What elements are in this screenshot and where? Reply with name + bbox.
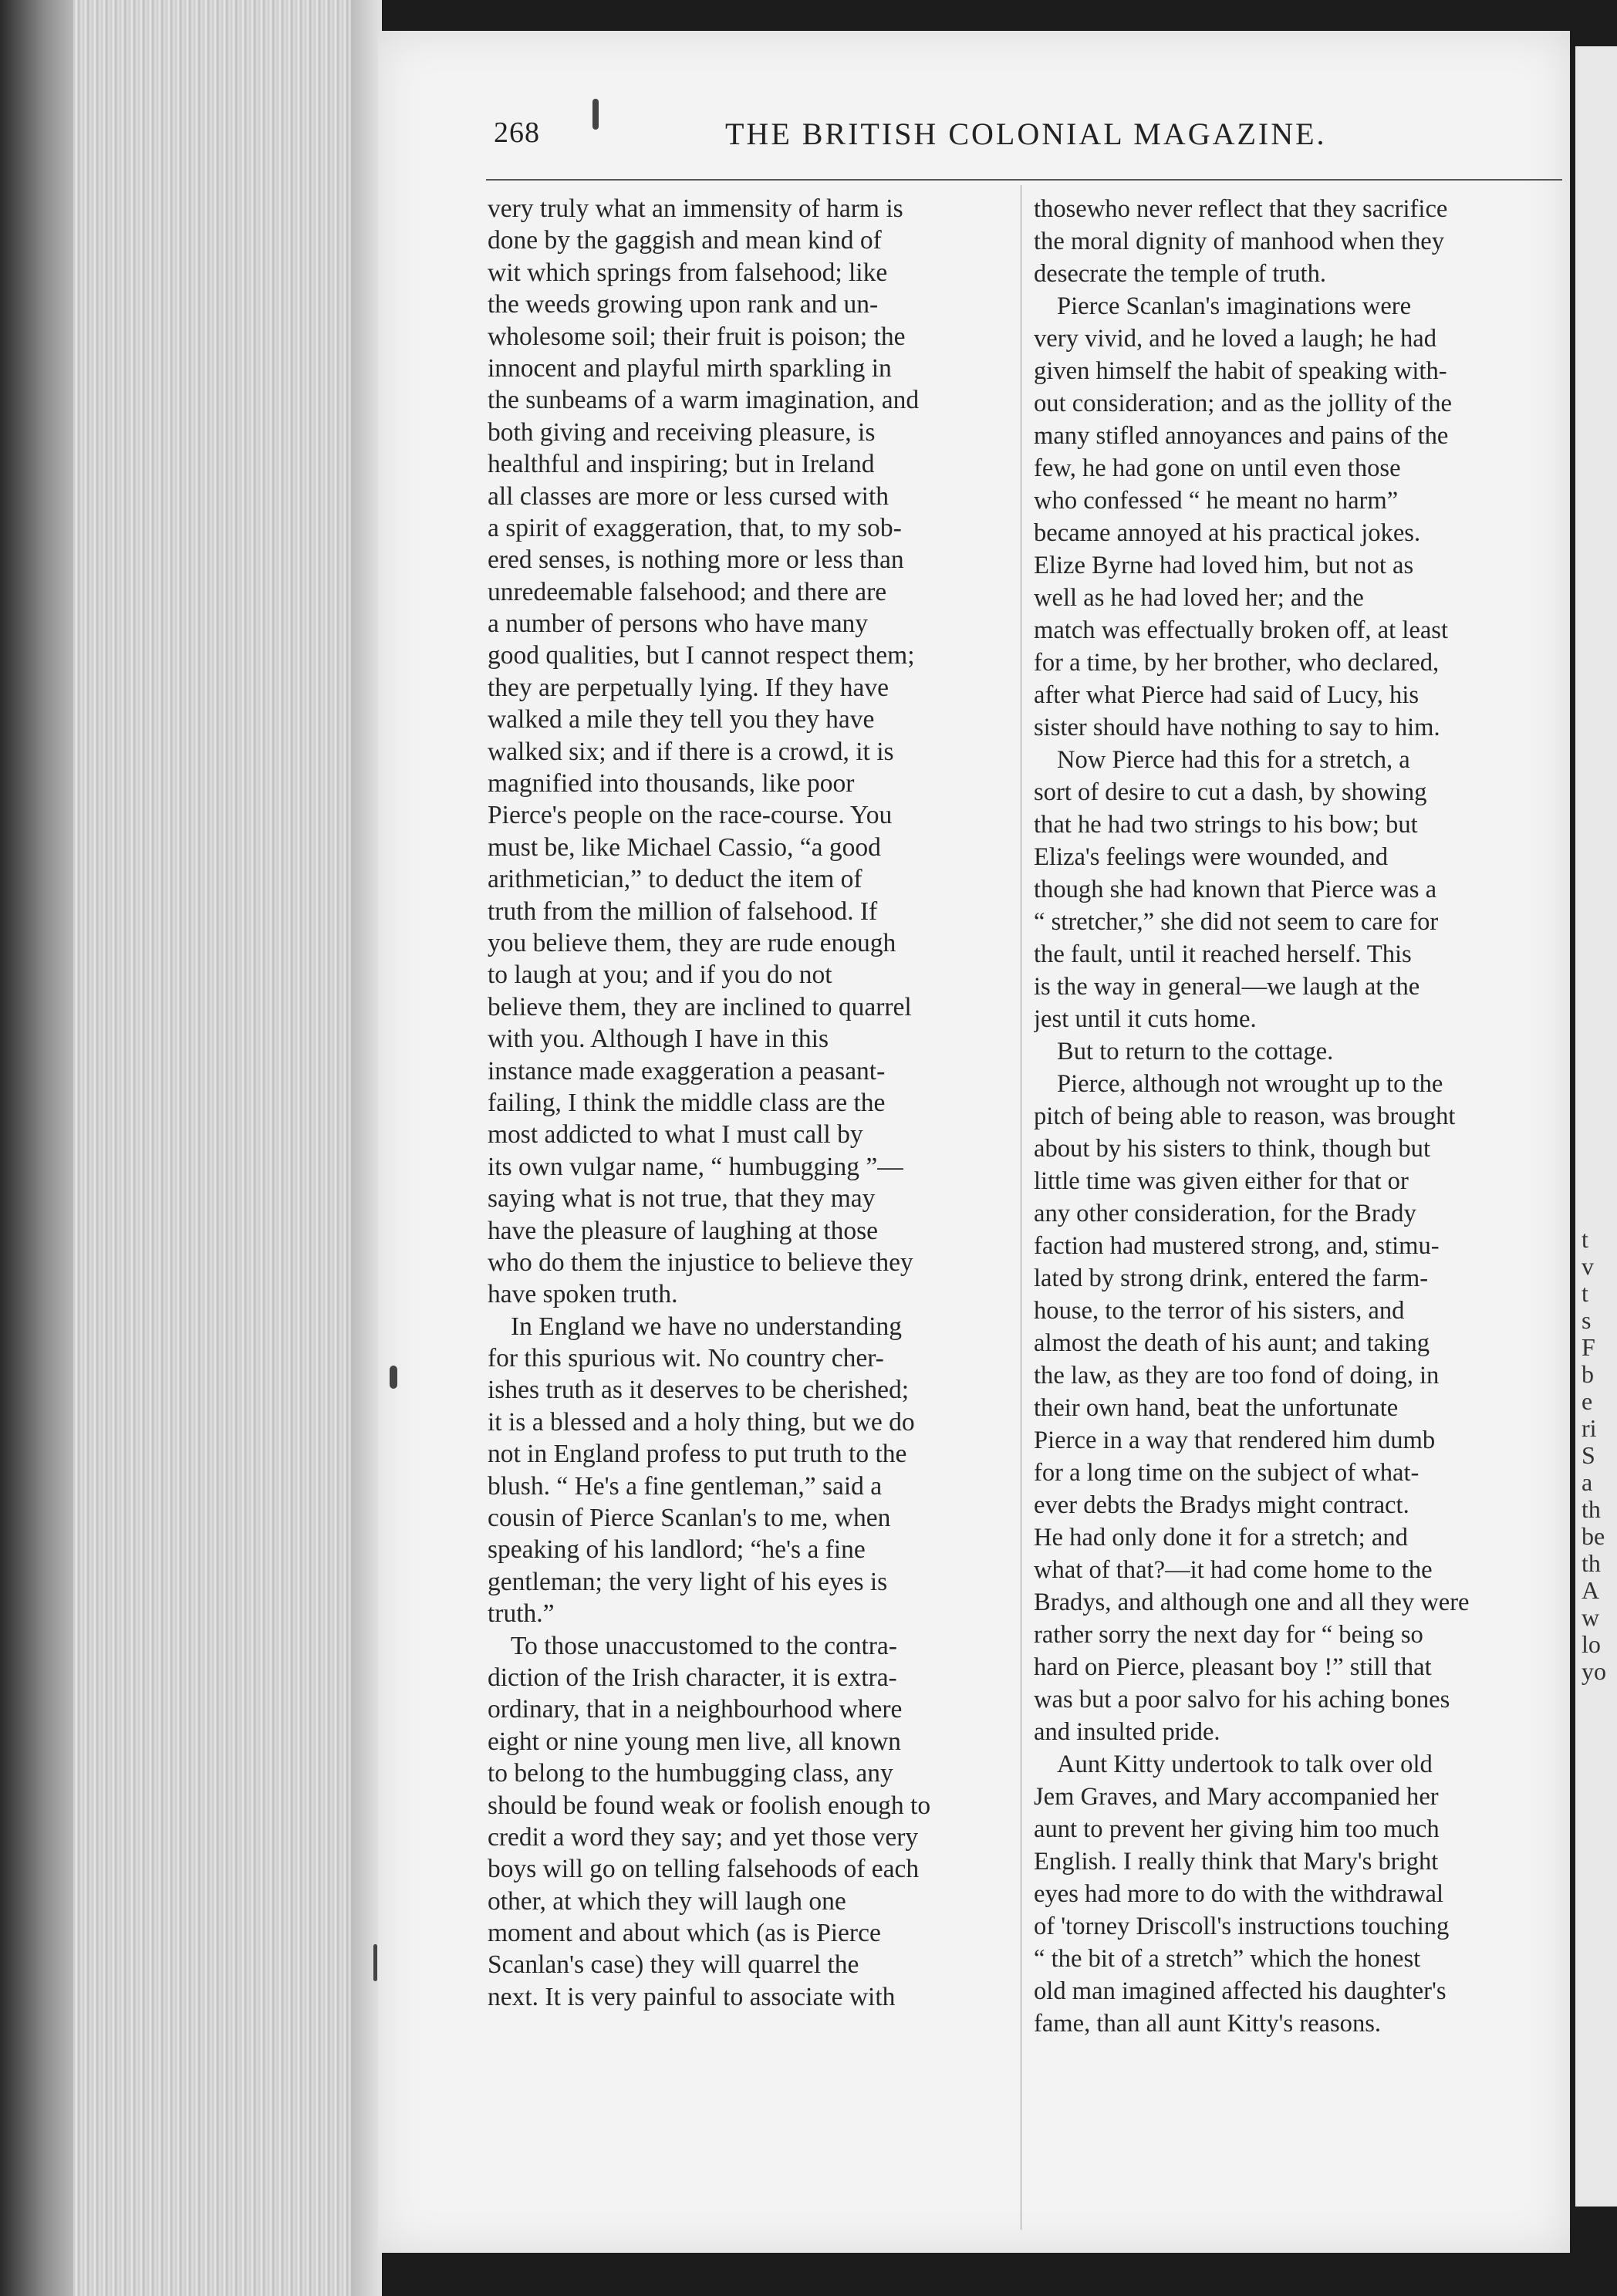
text-line: Pierce in a way that rendered him dumb: [1034, 1427, 1436, 1454]
text-line: Elize Byrne had loved him, but not as: [1034, 552, 1414, 579]
text-line: they are perpetually lying. If they have: [488, 673, 889, 702]
text-line: Scanlan's case) they will quarrel the: [488, 1950, 859, 1980]
text-line: all classes are more or less cursed with: [488, 481, 890, 511]
text-line: little time was given either for that or: [1034, 1167, 1409, 1195]
text-line: out consideration; and as the jollity of the: [1034, 390, 1452, 417]
text-line: to laugh at you; and if you do not: [488, 961, 832, 990]
next-page-edge: [1575, 46, 1617, 2207]
text-line: the law, as they are too fond of doing, in: [1034, 1362, 1440, 1389]
text-line: Bradys, and although one and all they were: [1034, 1589, 1470, 1616]
text-line: few, he had gone on until even those: [1034, 454, 1401, 482]
text-line: desecrate the temple of truth.: [1034, 260, 1327, 288]
text-line: match was effectually broken off, at least: [1034, 616, 1449, 644]
text-line: “ the bit of a stretch” which the honest: [1034, 1945, 1421, 1973]
next-page-fragment: e: [1582, 1387, 1593, 1415]
running-title: THE BRITISH COLONIAL MAGAZINE.: [725, 116, 1327, 151]
text-line: done by the gaggish and mean kind of: [488, 226, 882, 255]
page-number: 268: [494, 116, 540, 149]
text-line: is the way in general—we laugh at the: [1034, 973, 1420, 1001]
text-line: next. It is very painful to associate with: [488, 1982, 896, 2011]
text-line: innocent and playful mirth sparkling in: [488, 353, 892, 383]
text-line: aunt to prevent her giving him too much: [1034, 1815, 1440, 1843]
text-line: any other consideration, for the Brady: [1034, 1200, 1416, 1227]
text-line: cousin of Pierce Scanlan's to me, when: [488, 1504, 891, 1533]
text-line: Aunt Kitty undertook to talk over old: [1057, 1751, 1433, 1778]
text-line: wit which springs from falsehood; like: [488, 258, 888, 287]
text-line: Now Pierce had this for a stretch, a: [1057, 746, 1410, 774]
text-line: the moral dignity of manhood when they: [1034, 228, 1445, 255]
text-line: not in England profess to put truth to the: [488, 1440, 907, 1469]
text-line: old man imagined affected his daughter's: [1034, 1977, 1447, 2005]
text-line: wholesome soil; their fruit is poison; the: [488, 322, 906, 351]
next-page-fragment: be: [1582, 1522, 1605, 1550]
text-line: have the pleasure of laughing at those: [488, 1216, 879, 1245]
text-line: many stifled annoyances and pains of the: [1034, 422, 1449, 450]
text-line: To those unaccustomed to the contra-: [511, 1631, 897, 1660]
text-line: He had only done it for a stretch; and: [1034, 1524, 1408, 1551]
text-line: should be found weak or foolish enough to: [488, 1791, 931, 1820]
text-line: failing, I think the middle class are the: [488, 1088, 886, 1117]
text-line: gentleman; the very light of his eyes is: [488, 1567, 888, 1596]
ink-mark: [390, 1366, 397, 1389]
text-line: who confessed “ he meant no harm”: [1034, 487, 1399, 515]
text-line: English. I really think that Mary's bright: [1034, 1848, 1439, 1876]
next-page-fragment: t: [1582, 1279, 1588, 1307]
text-line: Eliza's feelings were wounded, and: [1034, 843, 1389, 871]
text-line: unredeemable falsehood; and there are: [488, 577, 887, 606]
text-line: faction had mustered strong, and, stimu-: [1034, 1232, 1440, 1260]
text-line: about by his sisters to think, though but: [1034, 1135, 1431, 1163]
next-page-fragment: F: [1582, 1333, 1595, 1361]
text-line: was but a poor salvo for his aching bones: [1034, 1686, 1450, 1714]
text-line: what of that?—it had come home to the: [1034, 1556, 1433, 1584]
text-line: Jem Graves, and Mary accompanied her: [1034, 1783, 1439, 1811]
text-line: believe them, they are inclined to quarrel: [488, 992, 912, 1021]
text-line: ordinary, that in a neighbourhood where: [488, 1695, 903, 1724]
text-line: have spoken truth.: [488, 1280, 678, 1309]
text-line: became annoyed at his practical jokes.: [1034, 519, 1421, 547]
text-line: the sunbeams of a warm imagination, and: [488, 386, 920, 415]
text-line: Pierce Scanlan's imaginations were: [1057, 292, 1412, 320]
text-line: house, to the terror of his sisters, and: [1034, 1297, 1405, 1325]
next-page-fragment: A: [1582, 1576, 1600, 1604]
text-line: that he had two strings to his bow; but: [1034, 811, 1418, 839]
text-line: ishes truth as it deserves to be cherished;: [488, 1376, 910, 1405]
text-line: walked six; and if there is a crowd, it is: [488, 737, 894, 766]
text-line: who do them the injustice to believe they: [488, 1248, 913, 1277]
text-line: a number of persons who have many: [488, 609, 869, 639]
text-line: rather sorry the next day for “ being so: [1034, 1621, 1423, 1649]
right-text-column: [1034, 193, 1572, 2040]
text-line: lated by strong drink, entered the farm-: [1034, 1264, 1429, 1292]
ink-mark: [373, 1944, 377, 1981]
text-line: sort of desire to cut a dash, by showing: [1034, 778, 1427, 806]
text-line: for a long time on the subject of what-: [1034, 1459, 1420, 1487]
text-line: arithmetician,” to deduct the item of: [488, 865, 863, 894]
text-line: Pierce, although not wrought up to the: [1057, 1070, 1443, 1098]
text-line: almost the death of his aunt; and taking: [1034, 1329, 1430, 1357]
text-line: to belong to the humbugging class, any: [488, 1759, 893, 1788]
next-page-fragment: a: [1582, 1468, 1593, 1496]
text-line: eight or nine young men live, all known: [488, 1727, 901, 1756]
text-line: pitch of being able to reason, was brought: [1034, 1102, 1456, 1130]
text-line: In England we have no understanding: [511, 1312, 903, 1341]
next-page-fragment: yo: [1582, 1657, 1606, 1685]
text-line: healthful and inspiring; but in Ireland: [488, 450, 875, 479]
text-line: both giving and receiving pleasure, is: [488, 417, 876, 447]
text-line: it is a blessed and a holy thing, but we do: [488, 1407, 915, 1437]
next-page-fragment: th: [1582, 1549, 1601, 1577]
text-line: saying what is not true, that they may: [488, 1184, 876, 1214]
page-header: [494, 116, 1393, 170]
text-line: you believe them, they are rude enough: [488, 928, 896, 957]
text-line: eyes had more to do with the withdrawal: [1034, 1880, 1444, 1908]
book-gutter: [351, 0, 382, 2296]
text-line: and insulted pride.: [1034, 1718, 1220, 1746]
text-line: very vivid, and he loved a laugh; he had: [1034, 325, 1436, 353]
next-page-fragment: b: [1582, 1360, 1594, 1388]
left-text-column: [488, 193, 1014, 2013]
text-line: boys will go on telling falsehoods of each: [488, 1855, 920, 1884]
text-line: after what Pierce had said of Lucy, his: [1034, 681, 1420, 709]
next-page-fragment: w: [1582, 1603, 1600, 1631]
header-rule: [486, 179, 1562, 181]
next-page-fragment: ri: [1582, 1414, 1597, 1442]
text-line: the fault, until it reached herself. This: [1034, 940, 1412, 968]
next-page-fragment: s: [1582, 1306, 1592, 1334]
text-line: ever debts the Bradys might contract.: [1034, 1491, 1409, 1519]
text-line: for a time, by her brother, who declared,: [1034, 649, 1440, 677]
text-line: other, at which they will laugh one: [488, 1886, 846, 1916]
text-line: well as he had loved her; and the: [1034, 584, 1364, 612]
text-line: very truly what an immensity of harm is: [488, 194, 903, 223]
text-line: good qualities, but I cannot respect them;: [488, 641, 915, 670]
text-line: thosewho never reflect that they sacrifice: [1034, 195, 1448, 223]
text-line: though she had known that Pierce was a: [1034, 876, 1437, 903]
text-line: of 'torney Driscoll's instructions touching: [1034, 1913, 1450, 1940]
text-line: must be, like Michael Cassio, “a good: [488, 832, 881, 862]
next-page-fragment: th: [1582, 1495, 1601, 1523]
next-page-fragment: S: [1582, 1441, 1595, 1469]
text-line: jest until it cuts home.: [1034, 1005, 1257, 1033]
text-line: But to return to the cottage.: [1057, 1038, 1334, 1065]
text-line: most addicted to what I must call by: [488, 1120, 863, 1150]
text-line: with you. Although I have in this: [488, 1025, 829, 1054]
text-line: the weeds growing upon rank and un-: [488, 290, 879, 319]
text-line: speaking of his landlord; “he's a fine: [488, 1535, 866, 1565]
text-line: truth from the million of falsehood. If: [488, 896, 878, 926]
text-line: fame, than all aunt Kitty's reasons.: [1034, 2010, 1382, 2038]
text-line: moment and about which (as is Pierce: [488, 1919, 881, 1948]
text-line: walked a mile they tell you they have: [488, 705, 875, 734]
text-line: diction of the Irish character, it is extra-: [488, 1663, 897, 1692]
text-line: blush. “ He's a fine gentleman,” said a: [488, 1471, 883, 1501]
ink-mark: [592, 99, 599, 130]
next-page-fragment: lo: [1582, 1630, 1601, 1658]
text-line: their own hand, beat the unfortunate: [1034, 1394, 1399, 1422]
text-line: Pierce's people on the race-course. You: [488, 801, 893, 830]
text-line: hard on Pierce, pleasant boy !” still that: [1034, 1653, 1432, 1681]
text-line: ered senses, is nothing more or less than: [488, 545, 904, 575]
next-page-fragment: v: [1582, 1252, 1594, 1280]
book-shadow: [0, 0, 73, 2296]
text-line: for this spurious wit. No country cher-: [488, 1344, 884, 1373]
next-page-fragment: t: [1582, 1225, 1588, 1253]
text-line: magnified into thousands, like poor: [488, 769, 855, 799]
text-line: credit a word they say; and yet those very: [488, 1822, 919, 1852]
text-line: sister should have nothing to say to him.: [1034, 714, 1440, 741]
text-line: truth.”: [488, 1599, 555, 1629]
text-line: instance made exaggeration a peasant-: [488, 1056, 886, 1086]
text-line: a spirit of exaggeration, that, to my sob-: [488, 513, 902, 542]
text-line: given himself the habit of speaking with-: [1034, 357, 1447, 385]
text-line: its own vulgar name, “ humbugging ”—: [488, 1152, 903, 1181]
text-line: “ stretcher,” she did not seem to care for: [1034, 908, 1439, 936]
